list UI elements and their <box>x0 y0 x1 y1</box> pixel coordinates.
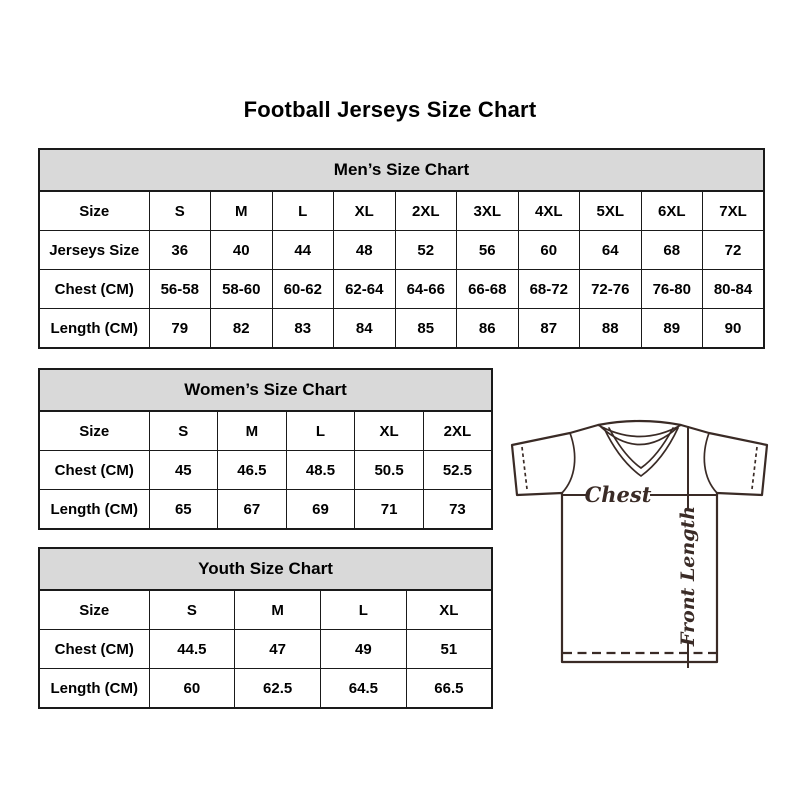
table-row <box>39 669 492 709</box>
mens-size-chart-table <box>38 148 765 349</box>
value-cell: 72-76 <box>580 270 642 309</box>
value-cell: 3XL <box>457 191 519 231</box>
value-cell: 68-72 <box>518 270 580 309</box>
jersey-measurement-diagram <box>502 410 780 672</box>
value-cell: S <box>149 191 211 231</box>
value-cell: 73 <box>423 490 492 530</box>
row-label-cell: Size <box>39 590 149 630</box>
value-cell: S <box>149 590 235 630</box>
value-cell: 45 <box>149 451 218 490</box>
table-row <box>39 270 764 309</box>
value-cell: 85 <box>395 309 457 349</box>
value-cell: 89 <box>641 309 703 349</box>
men-table-title: Men’s Size Chart <box>39 149 764 191</box>
value-cell: 86 <box>457 309 519 349</box>
youth-size-chart-table <box>38 547 493 709</box>
value-cell: 40 <box>211 231 273 270</box>
value-cell: M <box>235 590 321 630</box>
row-label-cell: Jerseys Size <box>39 231 149 270</box>
value-cell: XL <box>406 590 492 630</box>
jersey-body-outline <box>512 421 767 662</box>
value-cell: 88 <box>580 309 642 349</box>
row-label-cell: Size <box>39 411 149 451</box>
table-title-row <box>39 369 492 411</box>
value-cell: 64-66 <box>395 270 457 309</box>
chest-label: Chest <box>584 482 652 507</box>
value-cell: 44 <box>272 231 334 270</box>
page-title: Football Jerseys Size Chart <box>243 97 537 122</box>
value-cell: M <box>211 191 273 231</box>
value-cell: 58-60 <box>211 270 273 309</box>
row-label-cell: Size <box>39 191 149 231</box>
value-cell: 7XL <box>703 191 765 231</box>
value-cell: 6XL <box>641 191 703 231</box>
row-label-cell: Length (CM) <box>39 490 149 530</box>
front-length-label: Front Length <box>677 505 699 647</box>
row-label-cell: Length (CM) <box>39 309 149 349</box>
value-cell: 52 <box>395 231 457 270</box>
value-cell: 65 <box>149 490 218 530</box>
value-cell: 51 <box>406 630 492 669</box>
value-cell: 36 <box>149 231 211 270</box>
value-cell: 90 <box>703 309 765 349</box>
table-row <box>39 191 764 231</box>
value-cell: 48.5 <box>286 451 355 490</box>
value-cell: 49 <box>321 630 407 669</box>
value-cell: 67 <box>218 490 287 530</box>
value-cell: 76-80 <box>641 270 703 309</box>
value-cell: L <box>272 191 334 231</box>
value-cell: 64 <box>580 231 642 270</box>
value-cell: 69 <box>286 490 355 530</box>
value-cell: 64.5 <box>321 669 407 709</box>
value-cell: 60-62 <box>272 270 334 309</box>
table-row <box>39 590 492 630</box>
table-row <box>39 411 492 451</box>
table-row <box>39 451 492 490</box>
row-label-cell: Length (CM) <box>39 669 149 709</box>
table-row <box>39 231 764 270</box>
value-cell: 2XL <box>423 411 492 451</box>
row-label-cell: Chest (CM) <box>39 630 149 669</box>
value-cell: XL <box>334 191 396 231</box>
value-cell: S <box>149 411 218 451</box>
value-cell: 56 <box>457 231 519 270</box>
value-cell: 52.5 <box>423 451 492 490</box>
value-cell: 56-58 <box>149 270 211 309</box>
value-cell: 50.5 <box>355 451 424 490</box>
value-cell: 60 <box>518 231 580 270</box>
table-row <box>39 309 764 349</box>
table-title-row <box>39 548 492 590</box>
value-cell: 2XL <box>395 191 457 231</box>
value-cell: 72 <box>703 231 765 270</box>
value-cell: 46.5 <box>218 451 287 490</box>
value-cell: 47 <box>235 630 321 669</box>
table-row <box>39 630 492 669</box>
value-cell: 82 <box>211 309 273 349</box>
jersey-outline-icon <box>502 410 780 672</box>
value-cell: 60 <box>149 669 235 709</box>
table-title-row <box>39 149 764 191</box>
youth-table-title: Youth Size Chart <box>39 548 492 590</box>
value-cell: L <box>321 590 407 630</box>
value-cell: 87 <box>518 309 580 349</box>
value-cell: M <box>218 411 287 451</box>
value-cell: 5XL <box>580 191 642 231</box>
value-cell: 83 <box>272 309 334 349</box>
value-cell: 62.5 <box>235 669 321 709</box>
womens-size-chart-table <box>38 368 493 530</box>
value-cell: 66.5 <box>406 669 492 709</box>
women-table-title: Women’s Size Chart <box>39 369 492 411</box>
value-cell: 48 <box>334 231 396 270</box>
value-cell: 84 <box>334 309 396 349</box>
value-cell: 68 <box>641 231 703 270</box>
value-cell: 80-84 <box>703 270 765 309</box>
value-cell: 79 <box>149 309 211 349</box>
value-cell: XL <box>355 411 424 451</box>
value-cell: 71 <box>355 490 424 530</box>
value-cell: 66-68 <box>457 270 519 309</box>
value-cell: 4XL <box>518 191 580 231</box>
value-cell: 44.5 <box>149 630 235 669</box>
row-label-cell: Chest (CM) <box>39 270 149 309</box>
row-label-cell: Chest (CM) <box>39 451 149 490</box>
value-cell: 62-64 <box>334 270 396 309</box>
table-row <box>39 490 492 530</box>
value-cell: L <box>286 411 355 451</box>
